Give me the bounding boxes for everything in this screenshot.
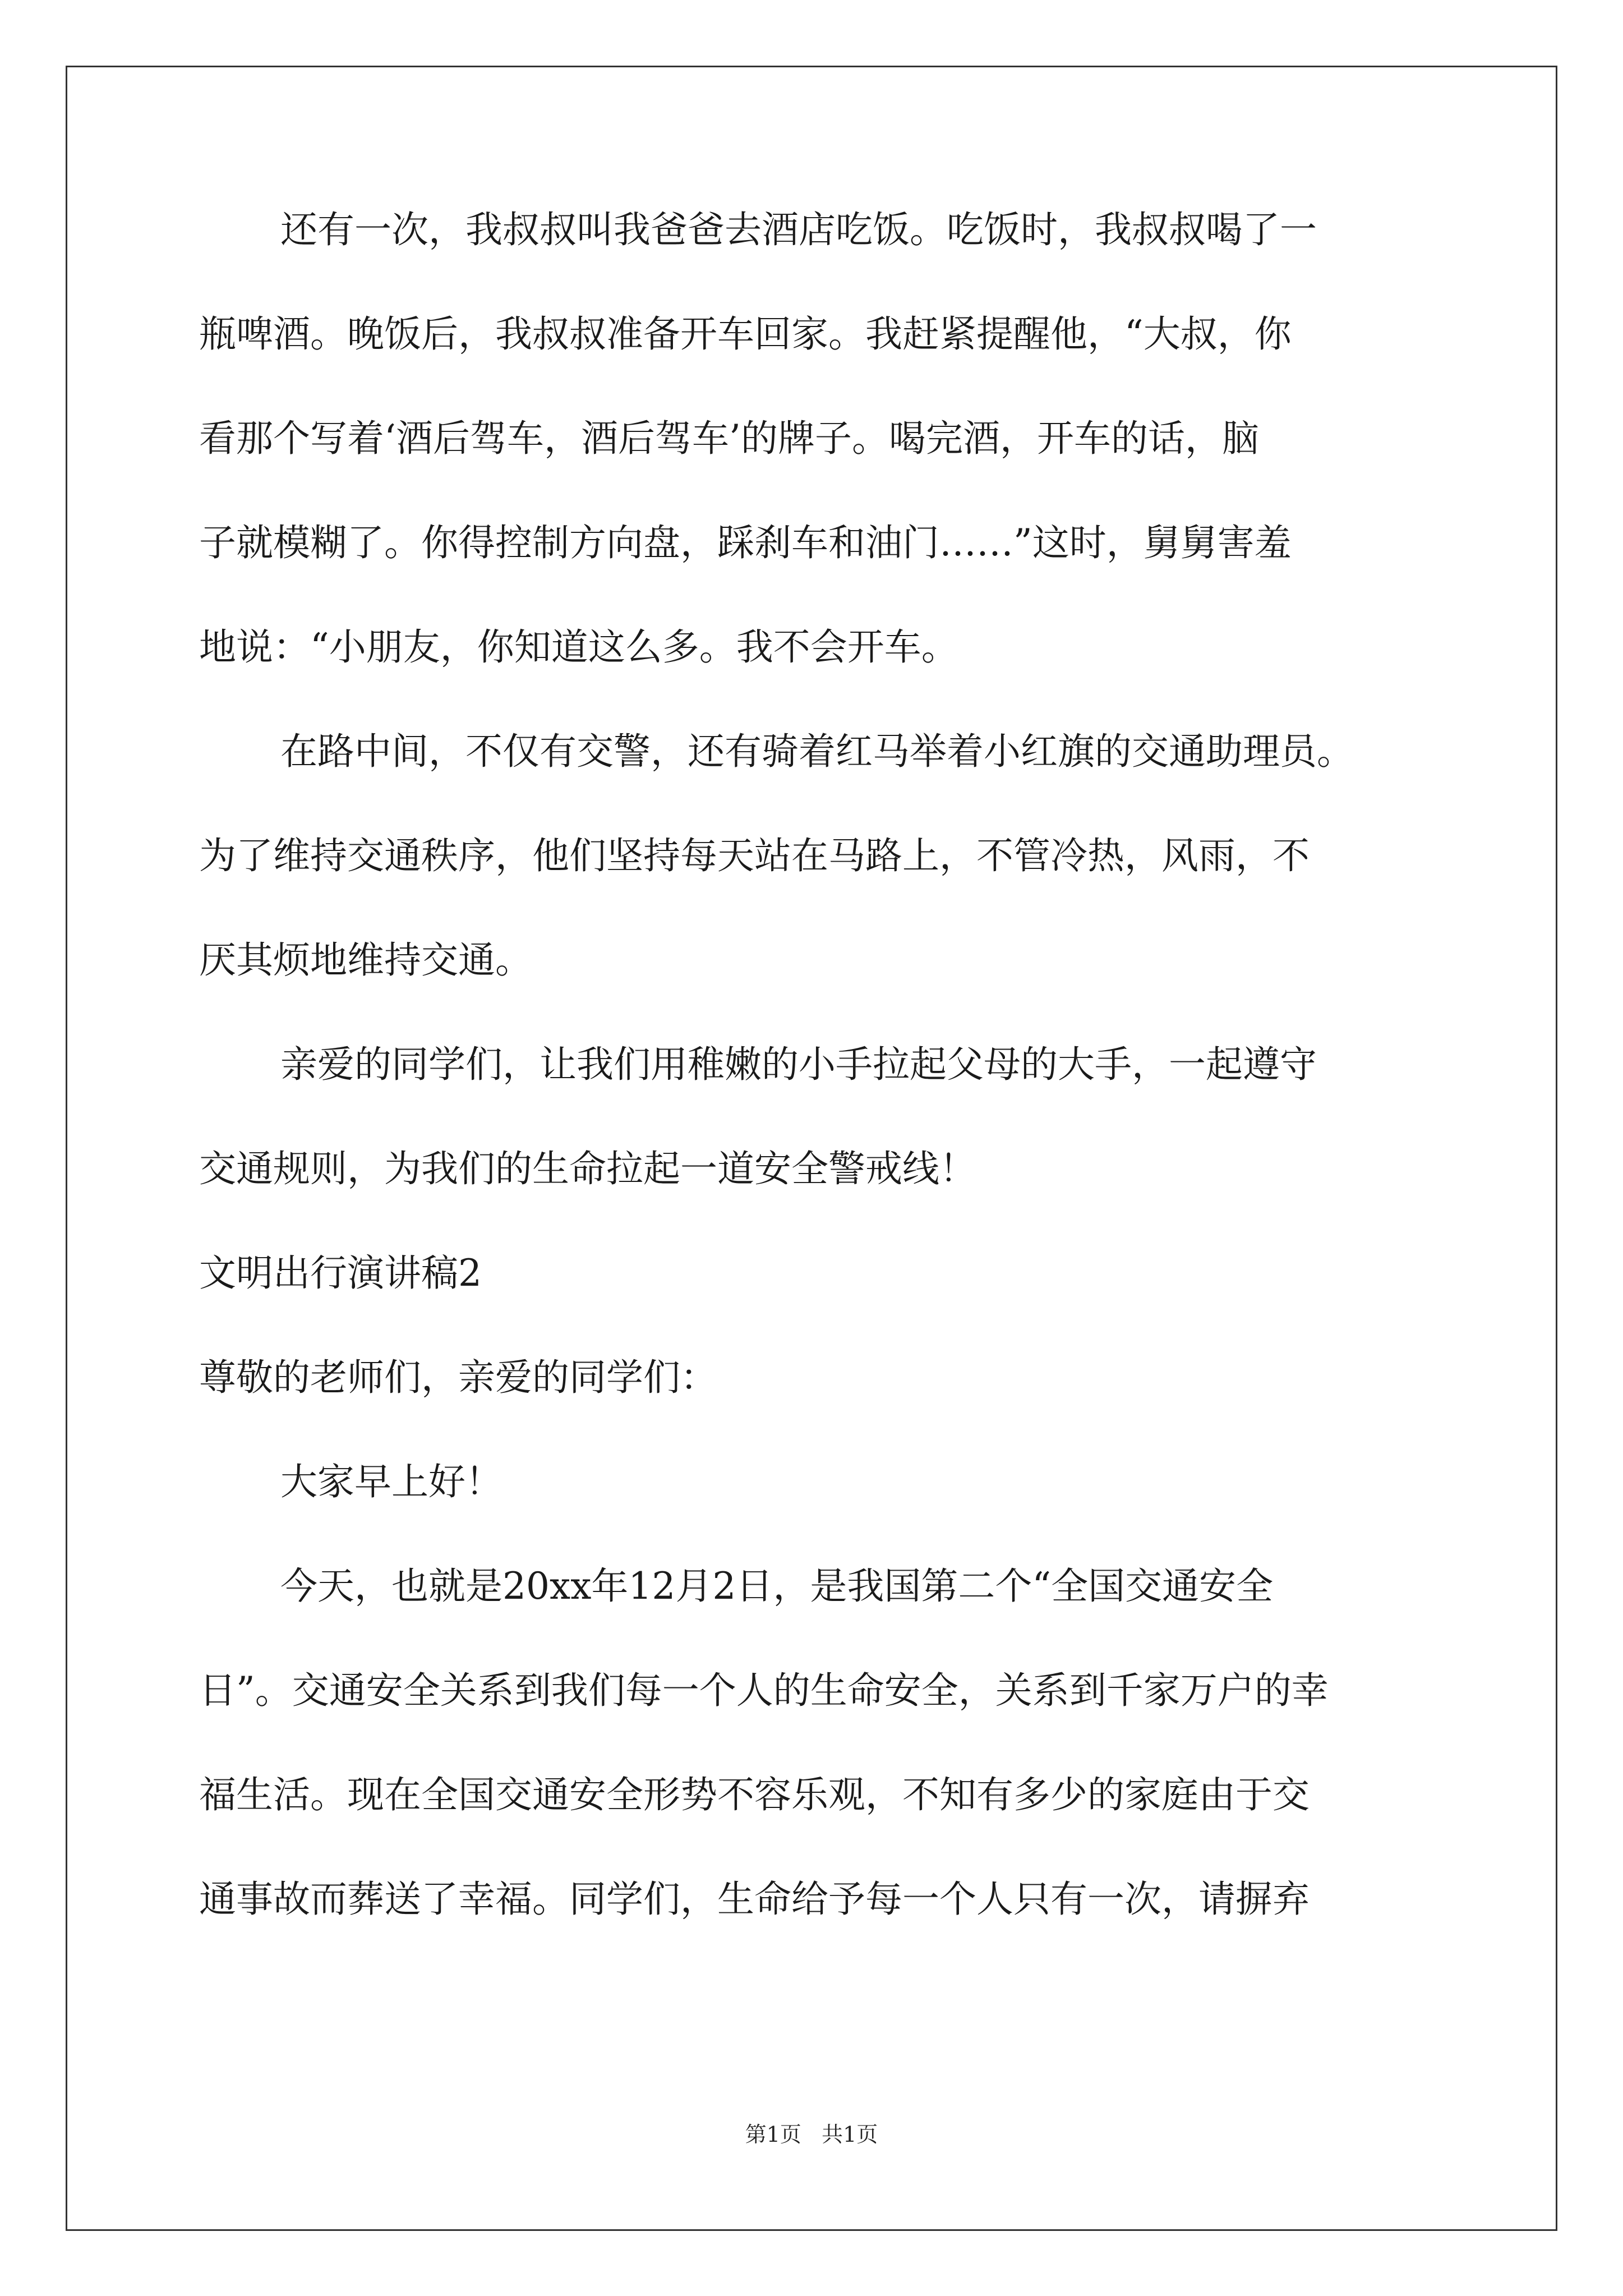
salutation: 尊敬的老师们，亲爱的同学们： [199, 1356, 717, 1399]
paragraph-line: 子就模糊了。你得控制方向盘，踩刹车和油门……”这时，舅舅害羞 [199, 521, 1292, 564]
page-number-footer: 第1页 共1页 [745, 2122, 878, 2147]
greeting: 大家早上好！ [280, 1460, 502, 1503]
paragraph-line: 在路中间，不仅有交警，还有骑着红马举着小红旗的交通助理员。 [280, 730, 1354, 773]
paragraph-line: 地说：“小朋友，你知道这么多。我不会开车。 [199, 625, 958, 669]
paragraph-line: 亲爱的同学们，让我们用稚嫩的小手拉起父母的大手，一起遵守 [280, 1043, 1317, 1086]
paragraph-line: 瓶啤酒。晚饭后，我叔叔准备开车回家。我赶紧提醒他，“大叔，你 [199, 312, 1292, 356]
paragraph-line: 看那个写着‘酒后驾车，酒后驾车’的牌子。喝完酒，开车的话，脑 [199, 417, 1259, 460]
paragraph-line: 还有一次，我叔叔叫我爸爸去酒店吃饭。吃饭时，我叔叔喝了一 [280, 208, 1317, 251]
paragraph-line: 今天，也就是20xx年12月2日，是我国第二个“全国交通安全 [280, 1565, 1274, 1608]
paragraph-line: 为了维持交通秩序，他们坚持每天站在马路上，不管冷热，风雨，不 [199, 834, 1310, 877]
paragraph-line: 通事故而葬送了幸福。同学们，生命给予每一个人只有一次，请摒弃 [199, 1878, 1310, 1921]
paragraph-line: 厌其烦地维持交通。 [199, 938, 532, 982]
paragraph-line: 日”。交通安全关系到我们每一个人的生命安全，关系到千家万户的幸 [199, 1669, 1329, 1712]
section-title: 文明出行演讲稿2 [199, 1251, 482, 1295]
paragraph-line: 福生活。现在全国交通安全形势不容乐观，不知有多少的家庭由于交 [199, 1773, 1310, 1816]
paragraph-line: 交通规则，为我们的生命拉起一道安全警戒线！ [199, 1147, 976, 1190]
